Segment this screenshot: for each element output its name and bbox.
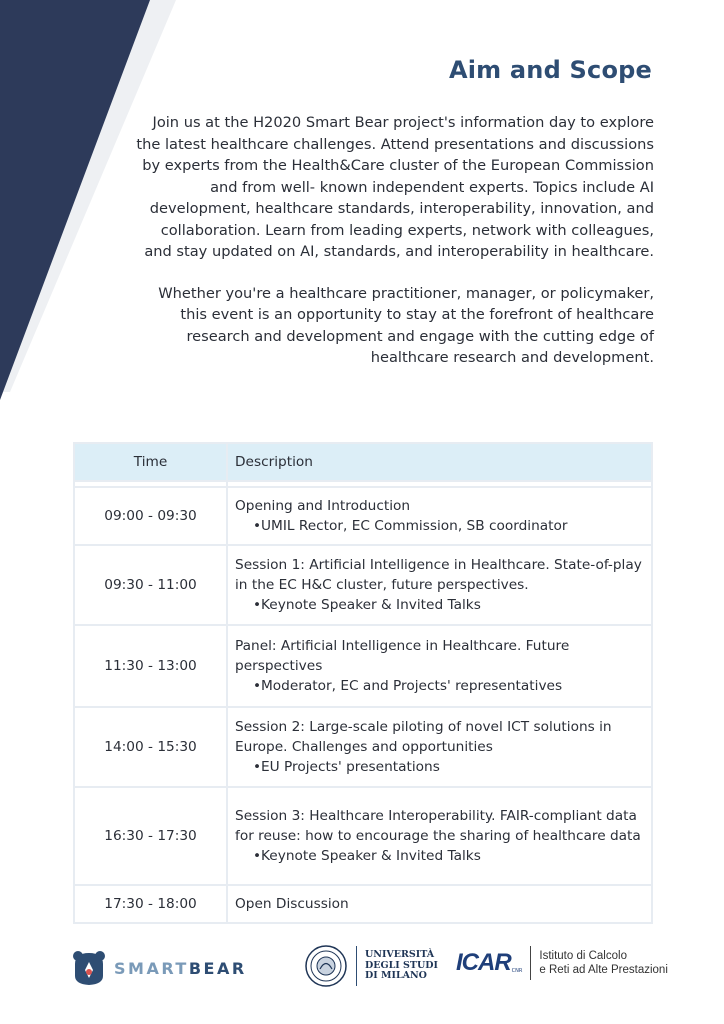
header-time: Time <box>74 443 227 481</box>
row-time: 11:30 - 13:00 <box>74 625 227 707</box>
row-time: 09:30 - 11:00 <box>74 545 227 625</box>
row-time: 14:00 - 15:30 <box>74 707 227 787</box>
intro-text <box>134 112 654 389</box>
row-title: Session 1: Artificial Intelligence in Healthcare. State-of-play in the EC H&C cluster, future perspectives. <box>235 557 642 593</box>
icar-line-2: e Reti ad Alte Prestazioni <box>539 964 668 976</box>
row-description <box>227 625 652 707</box>
row-title: Panel: Artificial Intelligence in Healthcare. Future perspectives <box>235 638 570 674</box>
row-description <box>227 707 652 787</box>
table-row <box>74 885 652 923</box>
row-time: 17:30 - 18:00 <box>74 885 227 923</box>
page-title: Aim and Scope <box>448 56 652 84</box>
row-description <box>227 487 652 545</box>
smartbear-word-bear: BEAR <box>188 958 247 978</box>
umil-logo <box>304 944 438 988</box>
umil-wordmark <box>365 950 438 982</box>
umil-line-3: DI MILANO <box>365 970 427 982</box>
smartbear-word-smart: SMART <box>114 958 189 978</box>
intro-paragraph-1: Join us at the H2020 Smart Bear project's information day to explore the latest healthcare challenges. Attend presentations and discussions by experts from the Health&Care cluster of the European Commission and from well- known independent experts. Topics include AI development, healthcare standards, interoperability, innovation, and collaboration. Learn from leading experts, network with colleagues, and stay updated on AI, standards, and interoperability in healthcare. <box>136 114 654 260</box>
table-row <box>74 625 652 707</box>
icar-wordmark: ICAR <box>456 949 511 976</box>
schedule-table <box>73 442 653 924</box>
table-row <box>74 787 652 885</box>
umil-line-2: DEGLI STUDI <box>365 959 438 971</box>
row-title: Opening and Introduction <box>235 498 411 514</box>
icar-cnr-mark: CNR <box>511 968 523 974</box>
smartbear-wordmark <box>114 959 247 978</box>
row-title: Session 2: Large-scale piloting of novel ICT solutions in Europe. Challenges and opportunities <box>235 719 612 755</box>
icar-separator <box>530 946 531 980</box>
row-title: Open Discussion <box>235 896 349 912</box>
row-time: 09:00 - 09:30 <box>74 487 227 545</box>
row-title: Session 3: Healthcare Interoperability. FAIR-compliant data for reuse: how to encourage the sharing of healthcare data <box>235 808 641 844</box>
schedule-header-row <box>74 443 652 481</box>
university-seal-icon <box>304 944 348 988</box>
header-description: Description <box>227 443 652 481</box>
footer-logos <box>0 940 724 1000</box>
icar-logo <box>456 946 668 980</box>
row-description <box>227 885 652 923</box>
row-bullet: • Keynote Speaker & Invited Talks <box>253 846 643 866</box>
row-description <box>227 545 652 625</box>
row-time: 16:30 - 17:30 <box>74 787 227 885</box>
table-row <box>74 487 652 545</box>
umil-separator <box>356 946 357 986</box>
row-description <box>227 787 652 885</box>
row-bullet: • Keynote Speaker & Invited Talks <box>253 595 643 615</box>
row-bullet: • Moderator, EC and Projects' representatives <box>253 676 643 696</box>
icar-line-1: Istituto di Calcolo <box>539 950 627 962</box>
umil-line-1: UNIVERSITÀ <box>365 949 435 961</box>
row-bullet: • EU Projects' presentations <box>253 757 643 777</box>
table-row <box>74 707 652 787</box>
icar-institute-name <box>539 949 668 977</box>
table-row <box>74 545 652 625</box>
row-bullet: • UMIL Rector, EC Commission, SB coordinator <box>253 516 643 536</box>
intro-paragraph-2: Whether you're a healthcare practitioner, manager, or policymaker, this event is an opportunity to stay at the forefront of healthcare research and development and engage with the cutting edge of healthcare research and development. <box>158 284 654 366</box>
smartbear-logo <box>72 950 247 986</box>
bear-head-logo-icon <box>72 950 106 986</box>
